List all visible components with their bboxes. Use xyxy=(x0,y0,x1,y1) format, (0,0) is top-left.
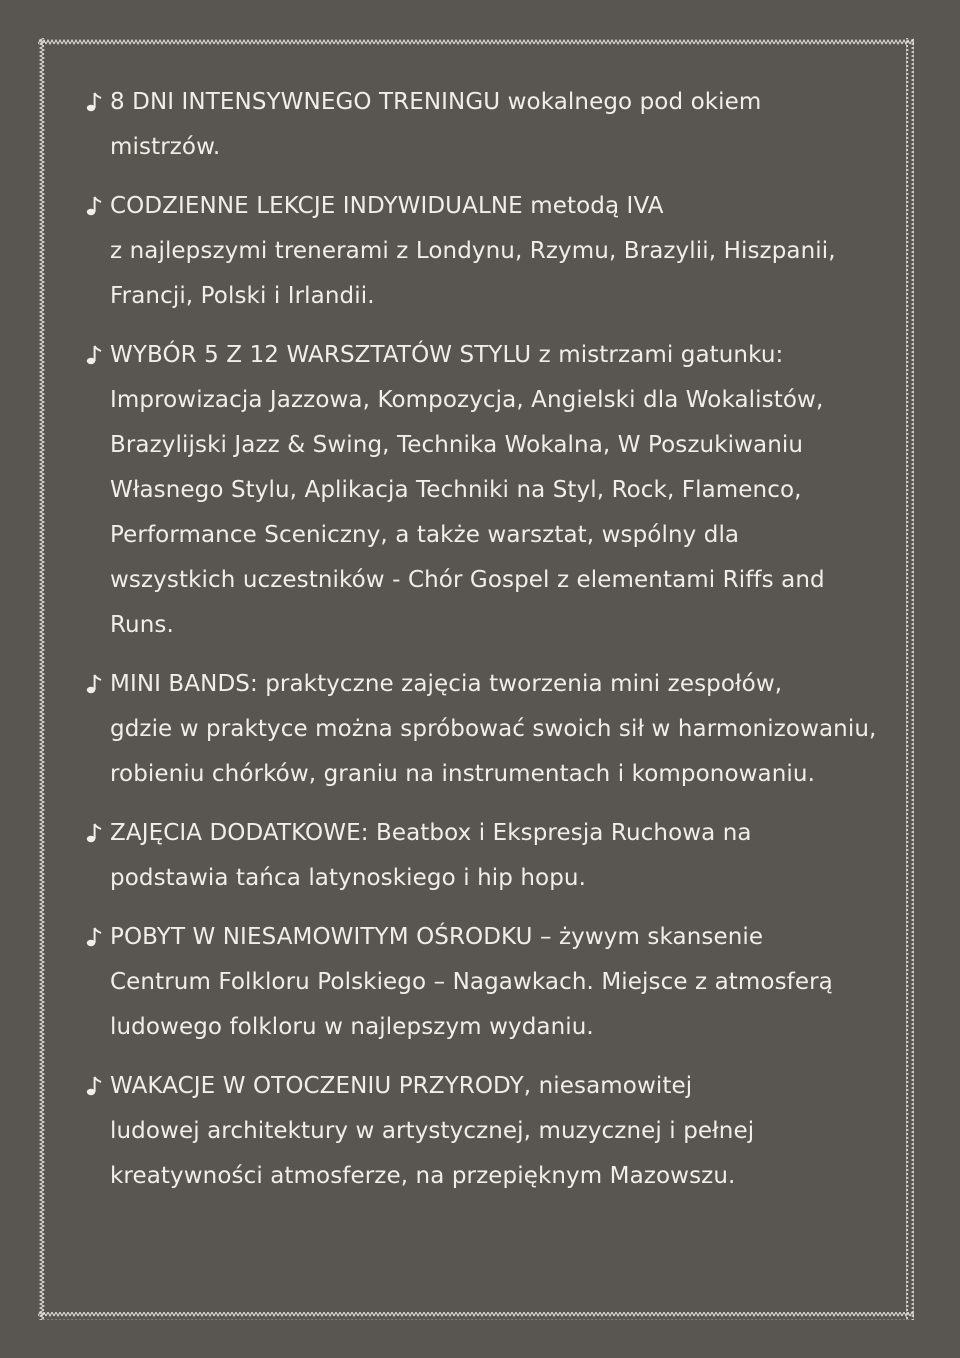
item-line: MINI BANDS: praktyczne zajęcia tworzenia mini zespołów, xyxy=(110,671,783,697)
list-item-venue xyxy=(86,915,886,1050)
music-note-icon xyxy=(86,662,108,707)
item-line: robieniu chórków, graniu na instrumentach i komponowaniu. xyxy=(110,761,815,787)
item-line: Centrum Folkloru Polskiego – Nagawkach. Miejsce z atmosferą xyxy=(110,969,833,995)
list-item-training xyxy=(86,80,886,170)
item-line: Improwizacja Jazzowa, Kompozycja, Angielski dla Wokalistów, xyxy=(110,387,824,413)
item-line: Francji, Polski i Irlandii. xyxy=(110,283,375,309)
music-note-icon xyxy=(86,811,108,856)
item-line: Własnego Stylu, Aplikacja Techniki na Styl, Rock, Flamenco, xyxy=(110,477,802,503)
item-line: Runs. xyxy=(110,612,174,638)
item-line: WAKACJE W OTOCZENIU PRZYRODY, niesamowitej xyxy=(110,1073,693,1099)
music-note-icon xyxy=(86,184,108,229)
list-item-style-workshops xyxy=(86,333,886,648)
item-line: mistrzów. xyxy=(110,134,221,160)
music-note-icon xyxy=(86,333,108,378)
item-line: 8 DNI INTENSYWNEGO TRENINGU wokalnego pod okiem xyxy=(110,89,762,115)
item-line: POBYT W NIESAMOWITYM OŚRODKU – żywym skansenie xyxy=(110,924,764,950)
item-line: gdzie w praktyce można spróbować swoich sił w harmonizowaniu, xyxy=(110,716,877,742)
item-line: CODZIENNE LEKCJE INDYWIDUALNE metodą IVA xyxy=(110,193,664,219)
list-item-individual-lessons xyxy=(86,184,886,319)
item-line: ludowej architektury w artystycznej, muzycznej i pełnej xyxy=(110,1118,755,1144)
item-line: podstawia tańca latynoskiego i hip hopu. xyxy=(110,865,587,891)
benefits-list xyxy=(86,80,886,1213)
item-line: kreatywności atmosferze, na przepięknym Mazowszu. xyxy=(110,1163,736,1189)
music-note-icon xyxy=(86,915,108,960)
item-line: WYBÓR 5 Z 12 WARSZTATÓW STYLU z mistrzami gatunku: xyxy=(110,342,784,368)
list-item-nature xyxy=(86,1064,886,1199)
item-line: ludowego folkloru w najlepszym wydaniu. xyxy=(110,1014,594,1040)
item-line: z najlepszymi trenerami z Londynu, Rzymu, Brazylii, Hiszpanii, xyxy=(110,238,836,264)
item-line: Brazylijski Jazz & Swing, Technika Wokalna, W Poszukiwaniu xyxy=(110,432,804,458)
item-line: Performance Sceniczny, a także warsztat, wspólny dla xyxy=(110,522,740,548)
list-item-mini-bands xyxy=(86,662,886,797)
list-item-extra-classes xyxy=(86,811,886,901)
item-line: wszystkich uczestników - Chór Gospel z elementami Riffs and xyxy=(110,567,825,593)
item-line: ZAJĘCIA DODATKOWE: Beatbox i Ekspresja Ruchowa na xyxy=(110,820,752,846)
music-note-icon xyxy=(86,80,108,125)
music-note-icon xyxy=(86,1064,108,1109)
